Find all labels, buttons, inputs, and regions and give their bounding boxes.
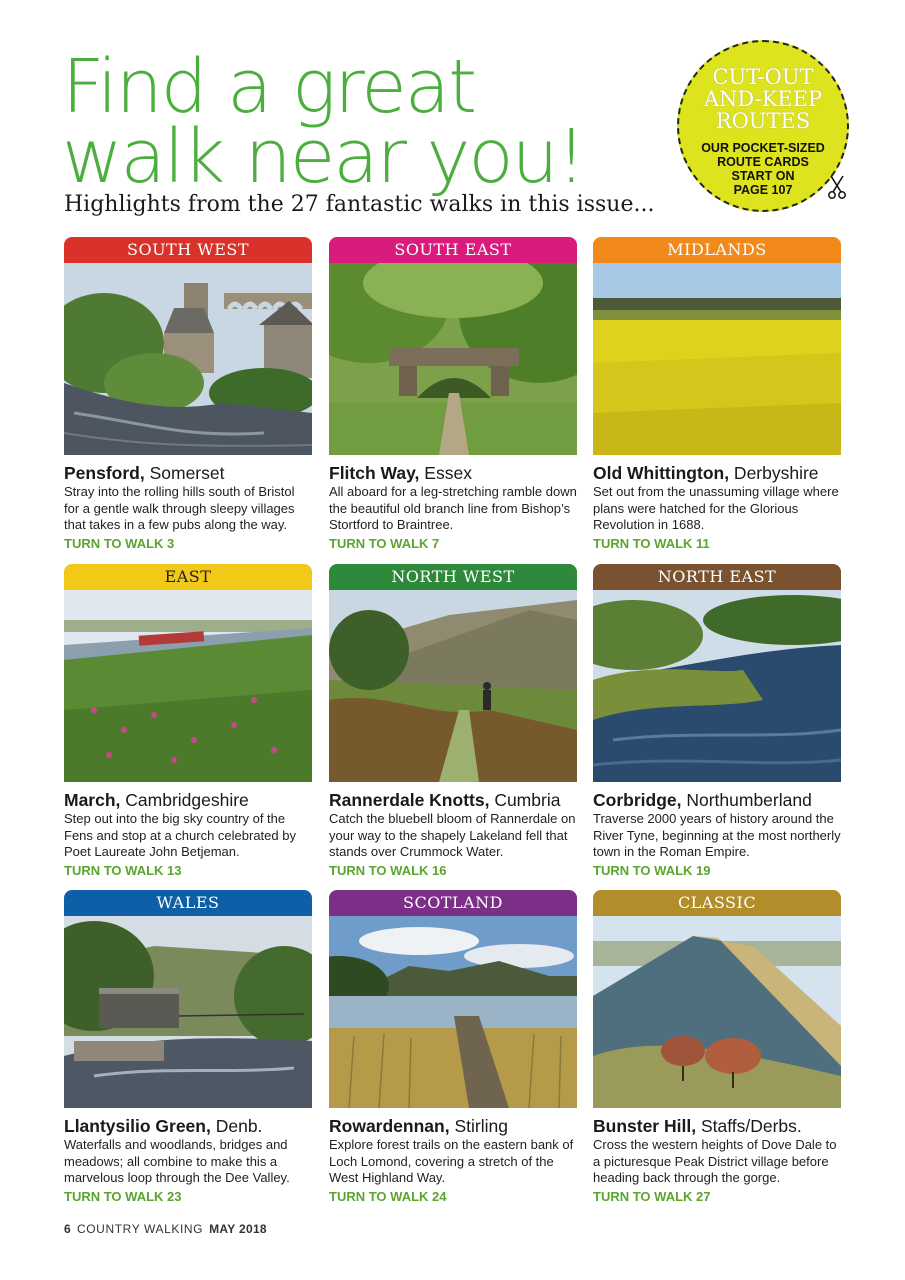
walk-description: Cross the western heights of Dove Dale to a picturesque Peak District village before heading back through the gorge. (593, 1137, 837, 1185)
walk-title (64, 790, 312, 810)
walk-title (64, 1116, 312, 1136)
walk-card[interactable] (329, 237, 577, 552)
issue-date: MAY 2018 (209, 1222, 267, 1236)
walk-title (329, 790, 577, 810)
walk-description: Catch the bluebell bloom of Rannerdale on your way to the shapely Lakeland fell that stands over Crummock Water. (329, 811, 576, 859)
region-label: WALES (64, 890, 312, 916)
walk-description: Step out into the big sky country of the Fens and stop at a church celebrated by Poet Laureate John Betjeman. (64, 811, 296, 859)
walk-card[interactable] (329, 564, 577, 879)
walk-description: All aboard for a leg-stretching ramble down the beautiful old branch line from Bishop’s Stortford to Braintree. (329, 484, 577, 532)
walk-county: Northumberland (681, 790, 812, 810)
headline-line-2: walk near you! (62, 114, 585, 200)
turn-to-walk-link[interactable]: TURN TO WALK 11 (593, 535, 710, 551)
badge-sub-line: PAGE 107 (733, 183, 793, 197)
page-number: 6 (64, 1222, 71, 1236)
walk-place: Llantysilio Green, (64, 1116, 211, 1136)
walk-county: Derbyshire (729, 463, 819, 483)
walk-title (329, 463, 577, 483)
village-river-photo (64, 263, 312, 455)
walk-title (64, 463, 312, 483)
turn-to-walk-link[interactable]: TURN TO WALK 23 (64, 1188, 182, 1204)
walk-county: Staffs/Derbs. (696, 1116, 802, 1136)
walk-place: Old Whittington, (593, 463, 730, 483)
walk-place: Corbridge, (593, 790, 682, 810)
walk-title (593, 463, 841, 483)
walk-description: Explore forest trails on the eastern bank of Loch Lomond, covering a stretch of the West Highland Way. (329, 1137, 574, 1185)
subheading: Highlights from the 27 fantastic walks in this issue... (64, 192, 655, 217)
turn-to-walk-link[interactable]: TURN TO WALK 7 (329, 535, 440, 551)
walk-place: Rowardennan, (329, 1116, 450, 1136)
region-label: NORTH EAST (593, 564, 841, 590)
walk-place: Pensford, (64, 463, 145, 483)
walk-county: Denb. (210, 1116, 263, 1136)
turn-to-walk-link[interactable]: TURN TO WALK 24 (329, 1188, 447, 1204)
walk-card[interactable] (593, 237, 841, 552)
page-footer (64, 1222, 267, 1236)
magazine-name: COUNTRY WALKING (76, 1222, 204, 1236)
region-label: MIDLANDS (593, 237, 841, 263)
rapeseed-field-photo (593, 263, 841, 455)
walk-title (593, 790, 841, 810)
walk-card[interactable] (593, 564, 841, 879)
walk-place: Flitch Way, (329, 463, 420, 483)
turn-to-walk-link[interactable]: TURN TO WALK 16 (329, 862, 447, 878)
region-label: NORTH WEST (329, 564, 577, 590)
region-label: CLASSIC (593, 890, 841, 916)
scissors-icon (827, 174, 847, 200)
badge-sub-line: START ON (731, 169, 795, 183)
walk-card[interactable] (64, 890, 312, 1205)
turn-to-walk-link[interactable]: TURN TO WALK 19 (593, 862, 711, 878)
cut-out-badge (677, 40, 849, 212)
turn-to-walk-link[interactable]: TURN TO WALK 27 (593, 1188, 711, 1204)
walk-county: Cambridgeshire (120, 790, 249, 810)
badge-title-line: AND-KEEP (703, 87, 823, 111)
dee-valley-photo (64, 916, 312, 1108)
badge-title-line: ROUTES (715, 109, 811, 133)
loch-jetty-photo (329, 916, 577, 1108)
walk-card[interactable] (329, 890, 577, 1205)
walk-county: Somerset (144, 463, 225, 483)
hill-ridge-photo (593, 916, 841, 1108)
region-label: SOUTH WEST (64, 237, 312, 263)
badge-title (679, 66, 847, 132)
walk-county: Stirling (449, 1116, 508, 1136)
walk-place: Bunster Hill, (593, 1116, 697, 1136)
river-tyne-photo (593, 590, 841, 782)
walk-description: Stray into the rolling hills south of Bristol for a gentle walk through sleepy villages that takes in a few pubs along the way. (64, 484, 295, 532)
page-headline (62, 44, 585, 200)
canal-boat-photo (64, 590, 312, 782)
walk-place: Rannerdale Knotts, (329, 790, 490, 810)
walk-title (329, 1116, 577, 1136)
walk-county: Cumbria (489, 790, 561, 810)
badge-subtext (697, 141, 829, 197)
walk-description: Set out from the unassuming village where plans were hatched for the Glorious Revolution in 1688. (593, 484, 839, 532)
walk-title (593, 1116, 841, 1136)
walk-card[interactable] (593, 890, 841, 1205)
turn-to-walk-link[interactable]: TURN TO WALK 13 (64, 862, 182, 878)
walk-county: Essex (419, 463, 472, 483)
walk-card[interactable] (64, 237, 312, 552)
walk-place: March, (64, 790, 121, 810)
railway-path-photo (329, 263, 577, 455)
walk-description: Waterfalls and woodlands, bridges and meadows; all combine to make this a marvelous loop through the Dee Valley. (64, 1137, 290, 1185)
walk-card[interactable] (64, 564, 312, 879)
region-label: SCOTLAND (329, 890, 577, 916)
walk-description: Traverse 2000 years of history around the River Tyne, beginning at the most northerly town in the Roman Empire. (593, 811, 841, 859)
badge-sub-line: OUR POCKET-SIZED (701, 141, 825, 155)
headline-line-1: Find a great (62, 44, 476, 130)
region-label: EAST (64, 564, 312, 590)
badge-title-line: CUT-OUT (712, 65, 814, 89)
lakeland-fell-photo (329, 590, 577, 782)
turn-to-walk-link[interactable]: TURN TO WALK 3 (64, 535, 175, 551)
badge-sub-line: ROUTE CARDS (717, 155, 809, 169)
region-label: SOUTH EAST (329, 237, 577, 263)
